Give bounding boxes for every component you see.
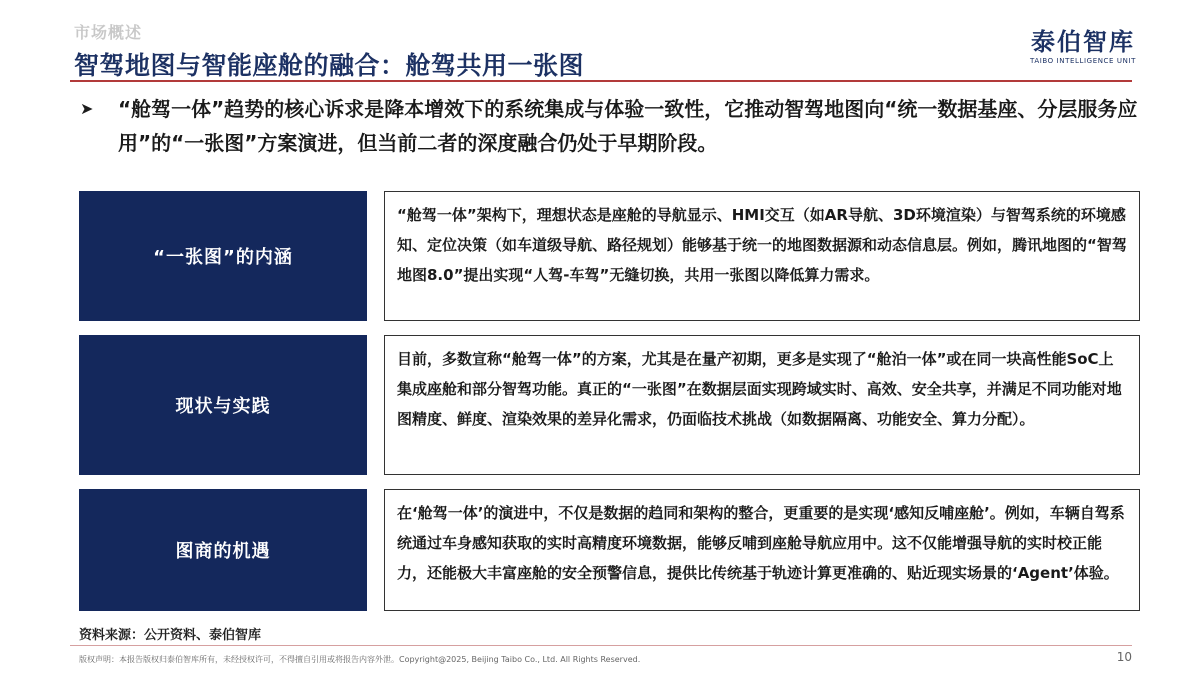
row-status-practice <box>79 335 1140 475</box>
summary-bullet <box>80 92 1140 160</box>
bullet-arrow-icon: ➤ <box>80 99 94 118</box>
page-number: 10 <box>1116 650 1132 664</box>
row-description: 在‘舱驾一体’的演进中，不仅是数据的趋同和架构的整合，更重要的是实现‘感知反哺座舱’。例如，车辆自驾系统通过车身感知获取的实时高精度环境数据，能够反哺到座舱导航应用中。这不仅能增强导航的实时校正能力，还能极大丰富座舱的安全预警信息，提供比传统基于轨迹计算更准确的、贴近现实场景的‘Agent’体验。 <box>384 489 1140 611</box>
company-logo <box>1030 28 1136 65</box>
source-note: 资料来源：公开资料、泰伯智库 <box>79 628 262 643</box>
summary-text: “舱驾一体”趋势的核心诉求是降本增效下的系统集成与体验一致性，它推动智驾地图向“统一数据基座、分层服务应用”的“一张图”方案演进，但当前二者的深度融合仍处于早期阶段。 <box>118 97 1138 155</box>
row-description: “舱驾一体”架构下，理想状态是座舱的导航显示、HMI交互（如AR导航、3D环境渲染）与智驾系统的环境感知、定位决策（如车道级导航、路径规划）能够基于统一的地图数据源和动态信息层。例如，腾讯地图的“智驾地图8.0”提出实现“人驾-车驾”无缝切换，共用一张图以降低算力需求。 <box>384 191 1140 321</box>
row-label: “一张图”的内涵 <box>79 191 367 321</box>
page-title: 智驾地图与智能座舱的融合：舱驾共用一张图 <box>74 51 585 80</box>
copyright-notice: 版权声明：本报告版权归泰伯智库所有，未经授权许可，不得擅自引用或将报告内容外泄。Copyright@2025, Beijing Taibo Co., Ltd. All Rights Reserved. <box>79 655 641 664</box>
row-opportunity <box>79 489 1140 611</box>
row-description: 目前，多数宣称“舱驾一体”的方案，尤其是在量产初期，更多是实现了“舱泊一体”或在同一块高性能SoC上集成座舱和部分智驾功能。真正的“一张图”在数据层面实现跨域实时、高效、安全共享，并满足不同功能对地图精度、鲜度、渲染效果的差异化需求，仍面临技术挑战（如数据隔离、功能安全、算力分配）。 <box>384 335 1140 475</box>
title-divider <box>70 80 1132 82</box>
content-rows <box>79 191 1140 625</box>
footer-divider <box>70 645 1132 646</box>
logo-name: 泰伯智库 <box>1031 28 1135 56</box>
row-label: 图商的机遇 <box>79 489 367 611</box>
section-label: 市场概述 <box>74 23 143 42</box>
row-label: 现状与实践 <box>79 335 367 475</box>
logo-tagline: TAIBO INTELLIGENCE UNIT <box>1030 57 1136 65</box>
row-connotation <box>79 191 1140 321</box>
